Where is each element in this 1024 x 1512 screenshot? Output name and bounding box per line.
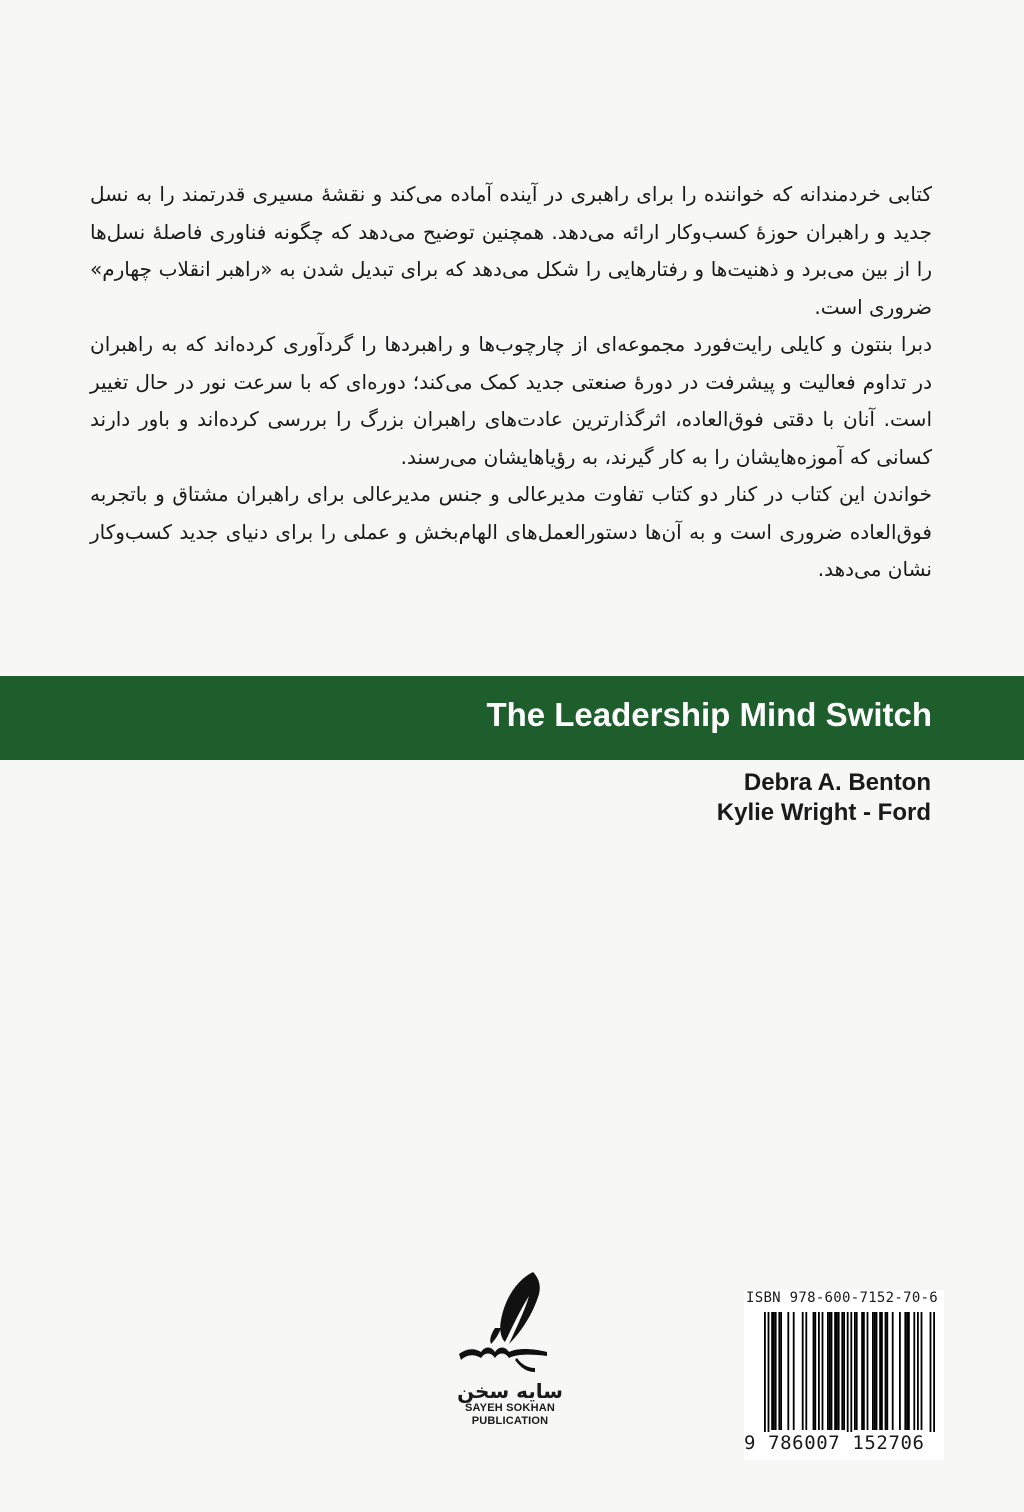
- blurb-paragraph-2: دبرا بنتون و کایلی رایت‌فورد مجموعه‌ای از چارچوب‌ها و راهبردها را گردآوری کرده‌اند که به راهبران در تداوم فعالیت و پیشرفت در دورهٔ صنعتی جدید کمک می‌کند؛ دوره‌ای که با سرعت نور در حال تغییر است. آنان با دقتی فوق‌العاده، اثرگذارترین عادت‌های راهبران بزرگ را بررسی کرده‌اند و باور دارند کسانی که آموزه‌هایشان را به کار گیرند، به رؤیاهایشان می‌رسند.: [90, 332, 932, 469]
- barcode-bar: [775, 1312, 777, 1430]
- barcode-bar: [773, 1312, 775, 1430]
- barcode-bar: [764, 1312, 766, 1440]
- barcode-bar: [921, 1312, 923, 1430]
- barcode-bar: [876, 1312, 878, 1430]
- publisher-name-persian: سایه سخن: [457, 1379, 563, 1403]
- barcode-bar: [906, 1312, 908, 1430]
- title-band: [0, 676, 1024, 760]
- isbn-barcode: [744, 1290, 944, 1460]
- barcode-bar: [827, 1312, 829, 1430]
- barcode-bar: [793, 1312, 795, 1430]
- barcode-bar: [778, 1312, 780, 1430]
- barcode-bar: [768, 1312, 770, 1440]
- author-list: [717, 768, 931, 828]
- barcode-bar: [879, 1312, 881, 1430]
- barcode-bar: [850, 1312, 852, 1440]
- barcode-bar: [904, 1312, 906, 1430]
- barcode-bar: [885, 1312, 887, 1430]
- blurb-paragraph-1: کتابی خردمندانه که خواننده را برای راهبری در آینده آماده می‌کند و نقشهٔ مسیری قدرتمند را به نسل جدید و راهبران حوزهٔ کسب‌وکار ارائه می‌دهد. همچنین توضیح می‌دهد که چگونه فناوری فاصلهٔ نسل‌ها را از بین می‌برد و ذهنیت‌ها و رفتارهایی را شکل می‌دهد که برای تبدیل شدن به «راهبر انقلاب چهارم» ضروری است.: [90, 182, 932, 319]
- barcode-bar: [933, 1312, 935, 1440]
- barcode-bar: [856, 1312, 858, 1430]
- barcode-bar: [802, 1312, 804, 1430]
- barcode-bar: [771, 1312, 773, 1430]
- barcode-bar: [886, 1312, 888, 1430]
- barcode-bar: [899, 1312, 901, 1430]
- barcode-bar: [838, 1312, 840, 1430]
- barcode-bar: [814, 1312, 816, 1430]
- barcode-bar: [829, 1312, 831, 1430]
- barcode-bar: [861, 1312, 863, 1430]
- barcode-bar: [854, 1312, 856, 1430]
- barcode-bar: [841, 1312, 843, 1430]
- barcode-bar: [818, 1312, 820, 1430]
- barcode-bar: [836, 1312, 838, 1430]
- back-cover-blurb: [90, 176, 932, 589]
- barcode-bar: [813, 1312, 815, 1430]
- barcode-bar: [863, 1312, 865, 1430]
- barcode-bar: [831, 1312, 833, 1430]
- barcode-bar: [930, 1312, 932, 1440]
- barcode-bars: [752, 1312, 942, 1440]
- author-name: Kylie Wright - Ford: [716, 799, 931, 826]
- barcode-bar: [834, 1312, 836, 1430]
- book-title: The Leadership Mind Switch: [486, 696, 932, 733]
- barcode-bar: [867, 1312, 869, 1430]
- isbn-label: ISBN 978-600-7152-70-6: [746, 1290, 939, 1306]
- publisher-name-line2: PUBLICATION: [471, 1415, 549, 1427]
- barcode-bar: [892, 1312, 894, 1430]
- barcode-bar: [847, 1312, 849, 1440]
- barcode-bar: [805, 1312, 807, 1430]
- author-name: Debra A. Benton: [743, 769, 931, 796]
- barcode-bar: [874, 1312, 876, 1430]
- barcode-bar: [822, 1312, 824, 1430]
- barcode-bar: [913, 1312, 915, 1430]
- publisher-name-line1: SAYEH SOKHAN: [464, 1402, 555, 1414]
- barcode-bar: [872, 1312, 874, 1430]
- barcode-bar: [780, 1312, 782, 1430]
- feather-quill-icon: [455, 1268, 565, 1378]
- barcode-digits: 9 786007 152706: [744, 1432, 944, 1454]
- barcode-bar: [917, 1312, 919, 1430]
- barcode-bar: [787, 1312, 789, 1430]
- publisher-logo: [440, 1268, 580, 1428]
- barcode-bar: [843, 1312, 845, 1430]
- blurb-paragraph-3: خواندن این کتاب در کنار دو کتاب تفاوت مدیرعالی و جنس مدیرعالی برای راهبران مشتاق و باتجربه فوق‌العاده ضروری است و به آن‌ها دستورالعمل‌های الهام‌بخش و عملی را برای دنیای جدید کسب‌وکار نشان می‌دهد.: [90, 482, 932, 581]
- barcode-bar: [881, 1312, 883, 1430]
- barcode-bar: [908, 1312, 910, 1430]
